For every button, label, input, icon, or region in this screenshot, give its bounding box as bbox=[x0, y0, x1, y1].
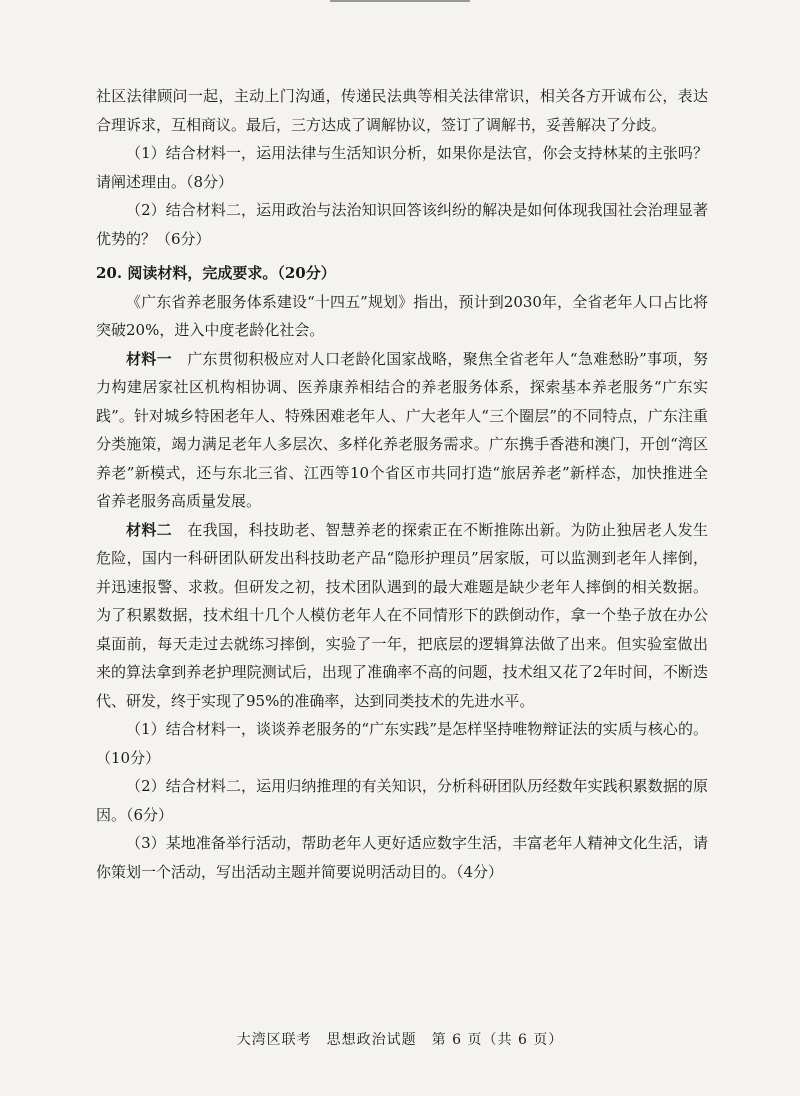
q20-intro: 《广东省养老服务体系建设“十四五”规划》指出，预计到2030年，全省老年人口占比将突破20%，进入中度老龄化社会。 bbox=[96, 292, 708, 339]
material-2-text: 在我国，科技助老、智慧养老的探索正在不断推陈出新。为防止独居老人发生危险，国内一科研团队研发出科技助老产品“隐形护理员”居家版，可以监测到老年人摔倒，并迅速报警、求救。但研发之初，技术团队遇到的最大难题是缺少老年人摔倒的相关数据。为了积累数据，技术组十几个人模仿老年人在不同情形下的跌倒动作，拿一个垫子放在办公桌面前，每天走过去就练习摔倒，实验了一年，把底层的逻辑算法做了出来。但实验室做出来的算法拿到养老护理院测试后，出现了准确率不高的问题，技术组又花了2年时间，不断迭代、研发，终于实现了95%的准确率，达到同类技术的先进水平。 bbox=[96, 520, 708, 710]
material-1-text: 广东贯彻积极应对人口老龄化国家战略，聚焦全省老年人“急难愁盼”事项，努力构建居家社区机构相协调、医养康养相结合的养老服务体系，探索基本养老服务“广东实践”。针对城乡特困老年人、特殊困难老年人、广大老年人“三个圈层”的不同特点，广东注重分类施策，竭力满足老年人多层次、多样化养老服务需求。广东携手香港和澳门，开创“湾区养老”新模式，还与东北三省、江西等10个省区市共同打造“旅居养老”新样态，加快推进全省养老服务高质量发展。 bbox=[96, 349, 708, 510]
q19-subquestion-2: （2）结合材料二，运用政治与法治知识回答该纠纷的解决是如何体现我国社会治理显著优势的？（6分） bbox=[96, 201, 708, 248]
q20-subquestion-3: （3）某地准备举行活动，帮助老年人更好适应数字生活，丰富老年人精神文化生活，请你策划一个活动，写出活动主题并简要说明活动目的。（4分） bbox=[96, 834, 708, 881]
exam-page-content bbox=[96, 82, 708, 886]
material-2-label: 材料二 bbox=[126, 520, 172, 539]
q20-subquestion-2: （2）结合材料二，运用归纳推理的有关知识，分析科研团队历经数年实践积累数据的原因。（6分） bbox=[96, 777, 708, 824]
material-1-label: 材料一 bbox=[126, 349, 172, 368]
page-footer: 大湾区联考 思想政治试题 第 6 页（共 6 页） bbox=[236, 1032, 564, 1048]
q20-material-2 bbox=[96, 516, 708, 716]
q20-material-1 bbox=[96, 345, 708, 516]
q20-subquestion-1: （1）结合材料一，谈谈养老服务的“广东实践”是怎样坚持唯物辩证法的实质与核心的。（10分） bbox=[96, 720, 708, 767]
q19-material-continuation: 社区法律顾问一起，主动上门沟通，传递民法典等相关法律常识，相关各方开诚布公，表达合理诉求，互相商议。最后，三方达成了调解协议，签订了调解书，妥善解决了分歧。 bbox=[96, 87, 708, 134]
scan-edge-line bbox=[330, 0, 470, 2]
q19-subquestion-1: （1）结合材料一，运用法律与生活知识分析，如果你是法官，你会支持林某的主张吗？请阐述理由。（8分） bbox=[96, 144, 708, 191]
q20-title: 20. 阅读材料，完成要求。（20分） bbox=[96, 264, 336, 282]
